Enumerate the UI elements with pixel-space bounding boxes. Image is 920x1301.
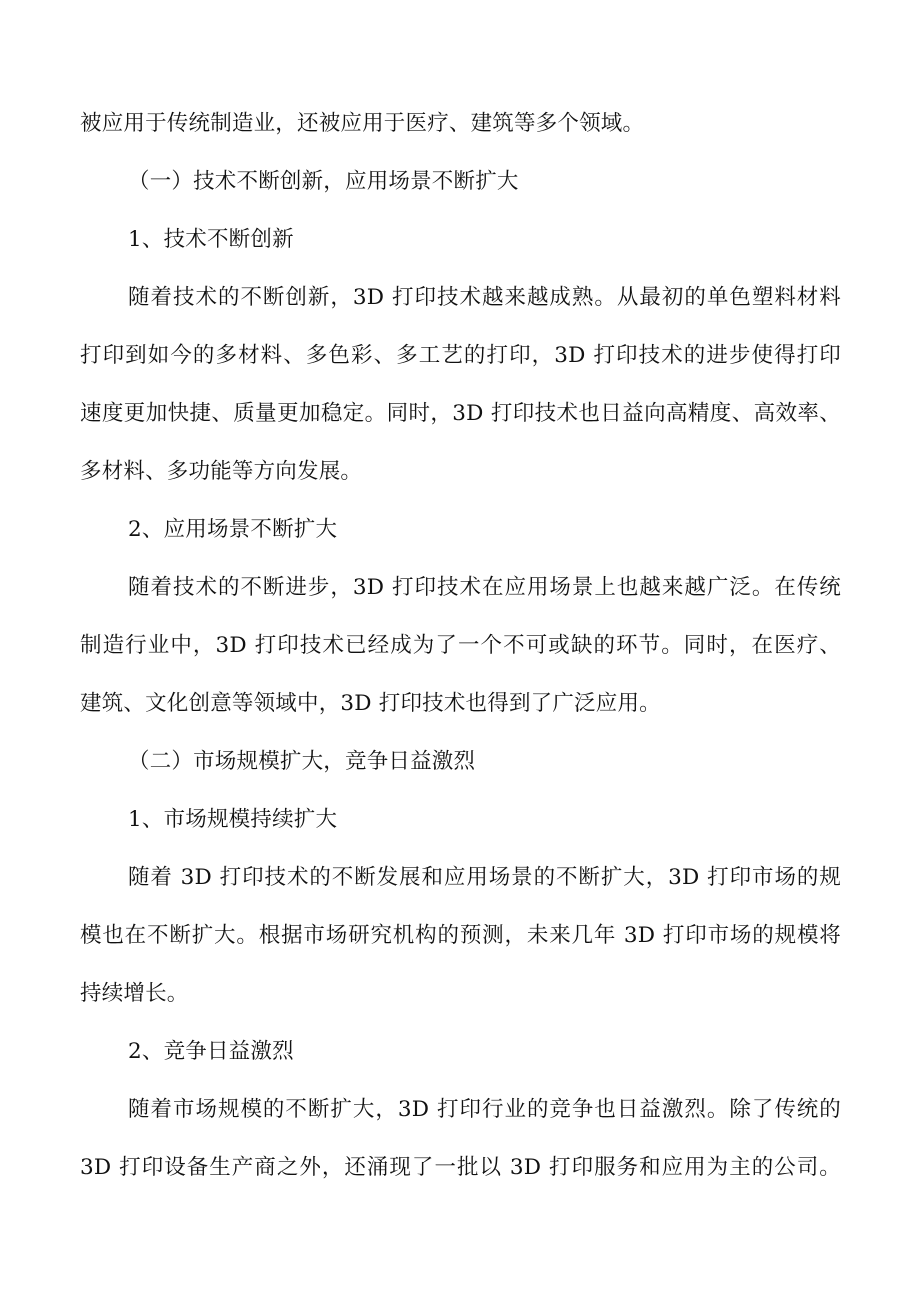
section-heading: （一）技术不断创新，应用场景不断扩大 xyxy=(128,169,519,194)
subsection-heading: 2、应用场景不断扩大 xyxy=(128,517,338,542)
paragraph-line: 制造行业中，3D 打印技术已经成为了一个不可或缺的环节。同时，在医疗、 xyxy=(80,633,841,658)
paragraph-line: 被应用于传统制造业，还被应用于医疗、建筑等多个领域。 xyxy=(80,111,645,136)
paragraph-line: 多材料、多功能等方向发展。 xyxy=(80,459,363,484)
paragraph-line: 随着市场规模的不断扩大，3D 打印行业的竞争也日益激烈。除了传统的 xyxy=(128,1097,841,1122)
paragraph-line: 随着技术的不断进步，3D 打印技术在应用场景上也越来越广泛。在传统 xyxy=(128,575,841,600)
paragraph-line: 3D 打印设备生产商之外，还涌现了一批以 3D 打印服务和应用为主的公司。 xyxy=(80,1155,841,1180)
section-heading: （二）市场规模扩大，竞争日益激烈 xyxy=(128,749,476,774)
paragraph-line: 随着技术的不断创新，3D 打印技术越来越成熟。从最初的单色塑料材料 xyxy=(128,285,841,310)
subsection-heading: 1、技术不断创新 xyxy=(128,227,294,252)
paragraph-line: 模也在不断扩大。根据市场研究机构的预测，未来几年 3D 打印市场的规模将 xyxy=(80,923,841,948)
paragraph-line: 速度更加快捷、质量更加稳定。同时，3D 打印技术也日益向高精度、高效率、 xyxy=(80,401,841,426)
paragraph-line: 建筑、文化创意等领域中，3D 打印技术也得到了广泛应用。 xyxy=(80,691,661,716)
subsection-heading: 2、竞争日益激烈 xyxy=(128,1039,294,1064)
paragraph-line: 打印到如今的多材料、多色彩、多工艺的打印，3D 打印技术的进步使得打印 xyxy=(80,343,841,368)
subsection-heading: 1、市场规模持续扩大 xyxy=(128,807,338,832)
paragraph-line: 持续增长。 xyxy=(80,981,189,1006)
paragraph-line: 随着 3D 打印技术的不断发展和应用场景的不断扩大，3D 打印市场的规 xyxy=(128,865,841,890)
